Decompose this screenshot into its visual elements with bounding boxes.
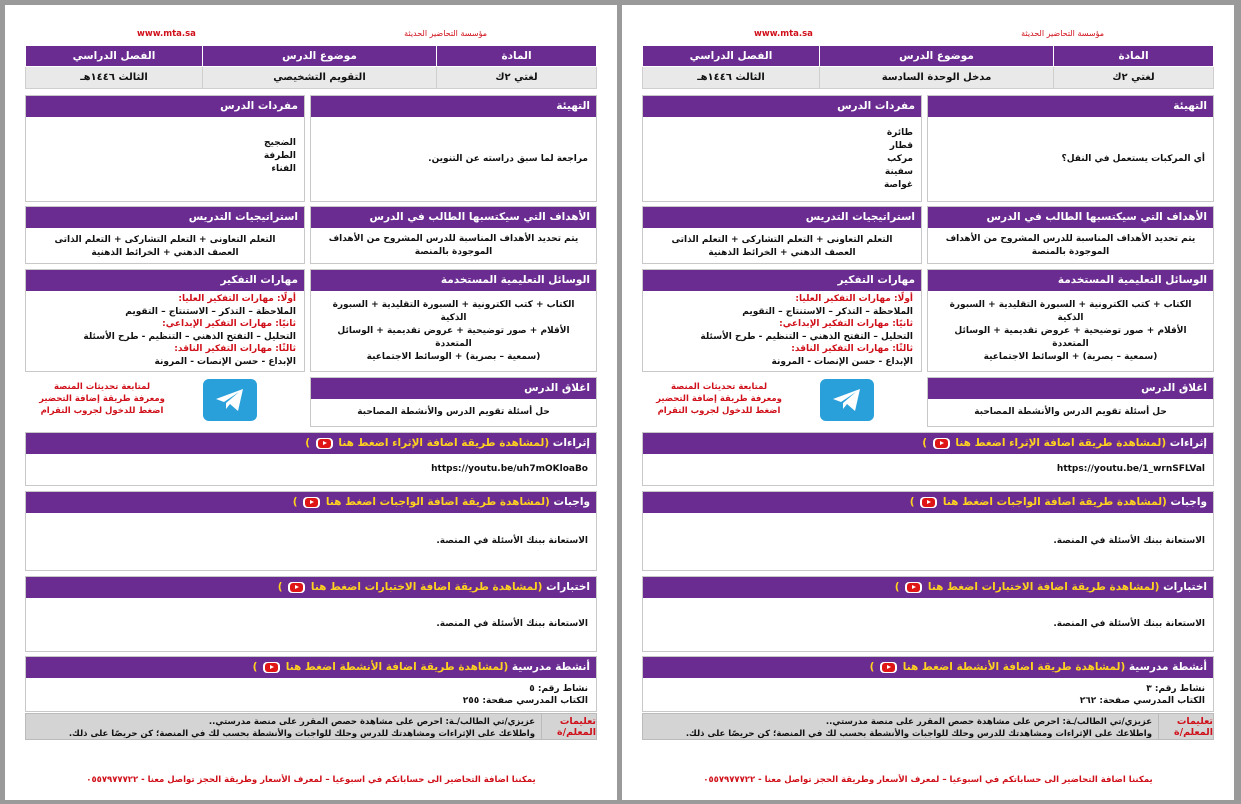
warmup-text: أي المركبات يستعمل في النقل؟ (1061, 153, 1205, 164)
strategies-title: استراتيجيات التدريس (643, 207, 921, 228)
tools-line: الأقلام + صور توضيحية + عروض تقديمية + الوسائل المتعددة (954, 325, 1187, 349)
tools-line: الأقلام + صور توضيحية + عروض تقديمية + الوسائل المتعددة (337, 325, 570, 349)
promo-line: لمتابعة تحديثات المنصة (53, 382, 151, 392)
thinking-line: الإبداع - حسن الإنصات - المرونة (771, 356, 913, 367)
homework-box (25, 491, 597, 571)
homework-box (642, 491, 1214, 571)
strategies-line: العصف الذهني + الخرائط الذهنية (708, 248, 856, 258)
topic-value: التقويم التشخيصي (203, 67, 437, 89)
vocab-title: مفردات الدرس (643, 96, 921, 117)
activities-box (642, 656, 1214, 712)
thinking-heading: ثانيًا: مهارات التفكير الإبداعي: (779, 319, 913, 330)
teacher-notes (642, 713, 1214, 740)
page-header (642, 29, 1214, 43)
tools-title: الوسائل التعليمية المستخدمة (311, 270, 596, 291)
tools-line: (سمعية – بصرية) + الوسائط الاجتماعية (983, 351, 1158, 362)
promo-line: اضغط للدخول لجروب التقرام (40, 406, 164, 416)
thinking-line: الملاحظة – التذكر – الاستنتاج – التقويم (125, 306, 296, 317)
activities-box (25, 656, 597, 712)
strategies-line: العصف الذهني + الخرائط الذهنية (91, 248, 239, 258)
tools-line: الكتاب + كتب الكترونية + السبورة التقليدية + السبورة الذكية (332, 299, 575, 323)
thinking-line: التحليل – التفتح الذهني – التنظيم - طرح الأسئلة (83, 331, 296, 342)
homework-text: الاستعانة ببنك الأسئلة في المنصة. (1053, 536, 1205, 546)
vocab-item: الضجيج (264, 138, 296, 148)
semester-value: الثالث ١٤٤٦هـ (643, 67, 820, 89)
youtube-icon (263, 662, 280, 673)
youtube-icon (880, 662, 897, 673)
vocab-title: مفردات الدرس (26, 96, 304, 117)
closing-box (927, 377, 1214, 427)
thinking-line: الملاحظة – التذكر – الاستنتاج – التقويم (742, 306, 913, 317)
warmup-box (310, 95, 597, 202)
thinking-line: الإبداع - حسن الإنصات - المرونة (154, 356, 296, 367)
thinking-box (25, 269, 305, 372)
tools-line: الكتاب + كتب الكترونية + السبورة التقليدية + السبورة الذكية (949, 299, 1192, 323)
activities-title: أنشطة مدرسية (1128, 661, 1207, 673)
subject-header: المادة (437, 46, 597, 67)
objectives-title: الأهداف التي سيكتسبها الطالب في الدرس (311, 207, 596, 228)
thinking-heading: ثالثًا: مهارات التفكير الناقد: (174, 344, 296, 355)
activities-video-link[interactable]: (لمشاهدة طريقة اضافة الأنشطة اضغط هنا ) (252, 661, 509, 673)
notes-line: واطلاعك على الإثراءات ومشاهدتك للدرس وحلك للواجبات والأنشطة بحسب لك في المنصة؛ كن حريصًا على ذلك. (68, 729, 535, 739)
site-url[interactable]: www.mta.sa (754, 29, 813, 39)
homework-title: واجبات (1170, 496, 1207, 508)
lesson-page-1 (622, 5, 1234, 800)
youtube-icon (905, 582, 922, 593)
notes-label: تعليمات المعلم/ة (541, 714, 596, 739)
vocab-item: الطرفة (263, 151, 296, 161)
subject-header: المادة (1054, 46, 1214, 67)
homework-title: واجبات (553, 496, 590, 508)
vocab-item: سفينة (884, 167, 913, 177)
subject-value: لغتي ٢ك (1054, 67, 1214, 89)
telegram-icon[interactable] (820, 379, 874, 421)
org-name: مؤسسة التحاضير الحديثة (404, 29, 487, 38)
thinking-title: مهارات التفكير (643, 270, 921, 291)
lesson-info-table (25, 45, 597, 89)
enrichment-url[interactable]: https://youtu.be/1_wrnSFLVal (1056, 464, 1205, 474)
warmup-title: التهيئة (311, 96, 596, 117)
lesson-info-table (642, 45, 1214, 89)
promo-line: لمتابعة تحديثات المنصة (670, 382, 768, 392)
semester-header: الفصل الدراسي (26, 46, 203, 67)
objectives-box (927, 206, 1214, 264)
org-name: مؤسسة التحاضير الحديثة (1021, 29, 1104, 38)
site-url[interactable]: www.mta.sa (137, 29, 196, 39)
enrichment-box (642, 432, 1214, 486)
telegram-promo[interactable] (642, 377, 922, 425)
page-header (25, 29, 597, 43)
warmup-text: مراجعة لما سبق دراسته عن التنوين. (428, 153, 588, 164)
tests-title: اختبارات (546, 581, 590, 593)
enrichment-title: إثراءات (1169, 437, 1207, 449)
thinking-heading: أولًا: مهارات التفكير العليا: (178, 294, 296, 304)
activity-number: نشاط رقم: ٣ (1146, 684, 1205, 694)
homework-video-link[interactable]: (لمشاهدة طريقة اضافة الواجبات اضغط هنا ) (292, 496, 550, 508)
strategies-box (642, 206, 922, 264)
youtube-icon (920, 497, 937, 508)
enrichment-box (25, 432, 597, 486)
teacher-notes (25, 713, 597, 740)
enrichment-title: إثراءات (552, 437, 590, 449)
vocab-item: غواصة (883, 180, 913, 190)
footer-contact: يمكننا اضافة التحاضير الى حساباتكم في اسبوعيا – لمعرف الأسعار وطريقة الحجز تواصل معنا - ٠٥٥٧٩٧٧٧٢٢ (703, 775, 1153, 785)
vocab-item: الفناء (271, 164, 296, 174)
vocab-item: طائرة (886, 128, 913, 138)
tests-text: الاستعانة ببنك الأسئلة في المنصة. (1053, 619, 1205, 629)
closing-text: حل أسئلة تقويم الدرس والأنشطة المصاحبة (974, 407, 1167, 417)
youtube-icon (933, 438, 950, 449)
notes-label: تعليمات المعلم/ة (1158, 714, 1213, 739)
semester-value: الثالث ١٤٤٦هـ (26, 67, 203, 89)
book-page: الكتاب المدرسي صفحة: ٢٦٢ (1079, 696, 1205, 706)
thinking-box (642, 269, 922, 372)
thinking-heading: ثالثًا: مهارات التفكير الناقد: (791, 344, 913, 355)
topic-header: موضوع الدرس (203, 46, 437, 67)
strategies-line: التعلم التعاونى + التعلم التشاركى + التعلم الذاتى (54, 235, 276, 245)
youtube-icon (316, 438, 333, 449)
vocab-box (642, 95, 922, 202)
subject-value: لغتي ٢ك (437, 67, 597, 89)
thinking-title: مهارات التفكير (26, 270, 304, 291)
activities-video-link[interactable]: (لمشاهدة طريقة اضافة الأنشطة اضغط هنا ) (869, 661, 1126, 673)
strategies-box (25, 206, 305, 264)
tests-video-link[interactable]: (لمشاهدة طريقة اضافة الاختبارات اضغط هنا ) (277, 581, 543, 593)
enrichment-video-link[interactable]: (لمشاهدة طريقة اضافة الإثراء اضغط هنا ) (922, 437, 1167, 449)
warmup-title: التهيئة (928, 96, 1213, 117)
vocab-box (25, 95, 305, 202)
tests-title: اختبارات (1163, 581, 1207, 593)
promo-line: ومعرفة طريقة إضافة التحضير (656, 394, 782, 404)
objectives-text: يتم تحديد الأهداف المناسبة للدرس المشروح من الأهداف الموجودة بالمنصة (945, 233, 1196, 257)
thinking-heading: ثانيًا: مهارات التفكير الإبداعي: (162, 319, 296, 330)
semester-header: الفصل الدراسي (643, 46, 820, 67)
warmup-box (927, 95, 1214, 202)
thinking-heading: أولًا: مهارات التفكير العليا: (795, 294, 913, 304)
tests-video-link[interactable]: (لمشاهدة طريقة اضافة الاختبارات اضغط هنا ) (894, 581, 1160, 593)
footer-contact: يمكننا اضافة التحاضير الى حساباتكم في اسبوعيا – لمعرف الأسعار وطريقة الحجز تواصل معنا - ٠٥٥٧٩٧٧٧٢٢ (86, 775, 536, 785)
homework-text: الاستعانة ببنك الأسئلة في المنصة. (436, 536, 588, 546)
topic-value: مدخل الوحدة السادسة (820, 67, 1054, 89)
thinking-line: التحليل – التفتح الذهني – التنظيم - طرح الأسئلة (700, 331, 913, 342)
vocab-item: مركب (887, 154, 913, 164)
closing-title: اغلاق الدرس (928, 378, 1213, 399)
tools-box (310, 269, 597, 372)
lesson-page-2 (5, 5, 617, 800)
youtube-icon (288, 582, 305, 593)
telegram-promo[interactable] (25, 377, 305, 425)
objectives-text: يتم تحديد الأهداف المناسبة للدرس المشروح من الأهداف الموجودة بالمنصة (328, 233, 579, 257)
tests-box (25, 576, 597, 652)
book-page: الكتاب المدرسي صفحة: ٢٥٥ (462, 696, 588, 706)
objectives-box (310, 206, 597, 264)
promo-line: اضغط للدخول لجروب التقرام (657, 406, 781, 416)
telegram-icon[interactable] (203, 379, 257, 421)
strategies-title: استراتيجيات التدريس (26, 207, 304, 228)
tools-box (927, 269, 1214, 372)
notes-line: عزيزي/تي الطالب/ـة: احرص على مشاهدة حصص المقرر على منصة مدرستي.. (208, 717, 535, 727)
objectives-title: الأهداف التي سيكتسبها الطالب في الدرس (928, 207, 1213, 228)
tools-line: (سمعية – بصرية) + الوسائط الاجتماعية (366, 351, 541, 362)
enrichment-video-link[interactable]: (لمشاهدة طريقة اضافة الإثراء اضغط هنا ) (305, 437, 550, 449)
tools-title: الوسائل التعليمية المستخدمة (928, 270, 1213, 291)
activity-number: نشاط رقم: ٥ (529, 684, 588, 694)
notes-line: عزيزي/تي الطالب/ـة: احرص على مشاهدة حصص المقرر على منصة مدرستي.. (825, 717, 1152, 727)
closing-title: اغلاق الدرس (311, 378, 596, 399)
tests-box (642, 576, 1214, 652)
strategies-line: التعلم التعاونى + التعلم التشاركى + التعلم الذاتى (671, 235, 893, 245)
vocab-item: قطار (889, 141, 913, 151)
topic-header: موضوع الدرس (820, 46, 1054, 67)
notes-line: واطلاعك على الإثراءات ومشاهدتك للدرس وحلك للواجبات والأنشطة بحسب لك في المنصة؛ كن حريصًا على ذلك. (685, 729, 1152, 739)
enrichment-url[interactable]: https://youtu.be/uh7mOKloaBo (431, 464, 588, 474)
promo-line: ومعرفة طريقة إضافة التحضير (39, 394, 165, 404)
closing-text: حل أسئلة تقويم الدرس والأنشطة المصاحبة (357, 407, 550, 417)
tests-text: الاستعانة ببنك الأسئلة في المنصة. (436, 619, 588, 629)
youtube-icon (303, 497, 320, 508)
activities-title: أنشطة مدرسية (511, 661, 590, 673)
closing-box (310, 377, 597, 427)
homework-video-link[interactable]: (لمشاهدة طريقة اضافة الواجبات اضغط هنا ) (909, 496, 1167, 508)
